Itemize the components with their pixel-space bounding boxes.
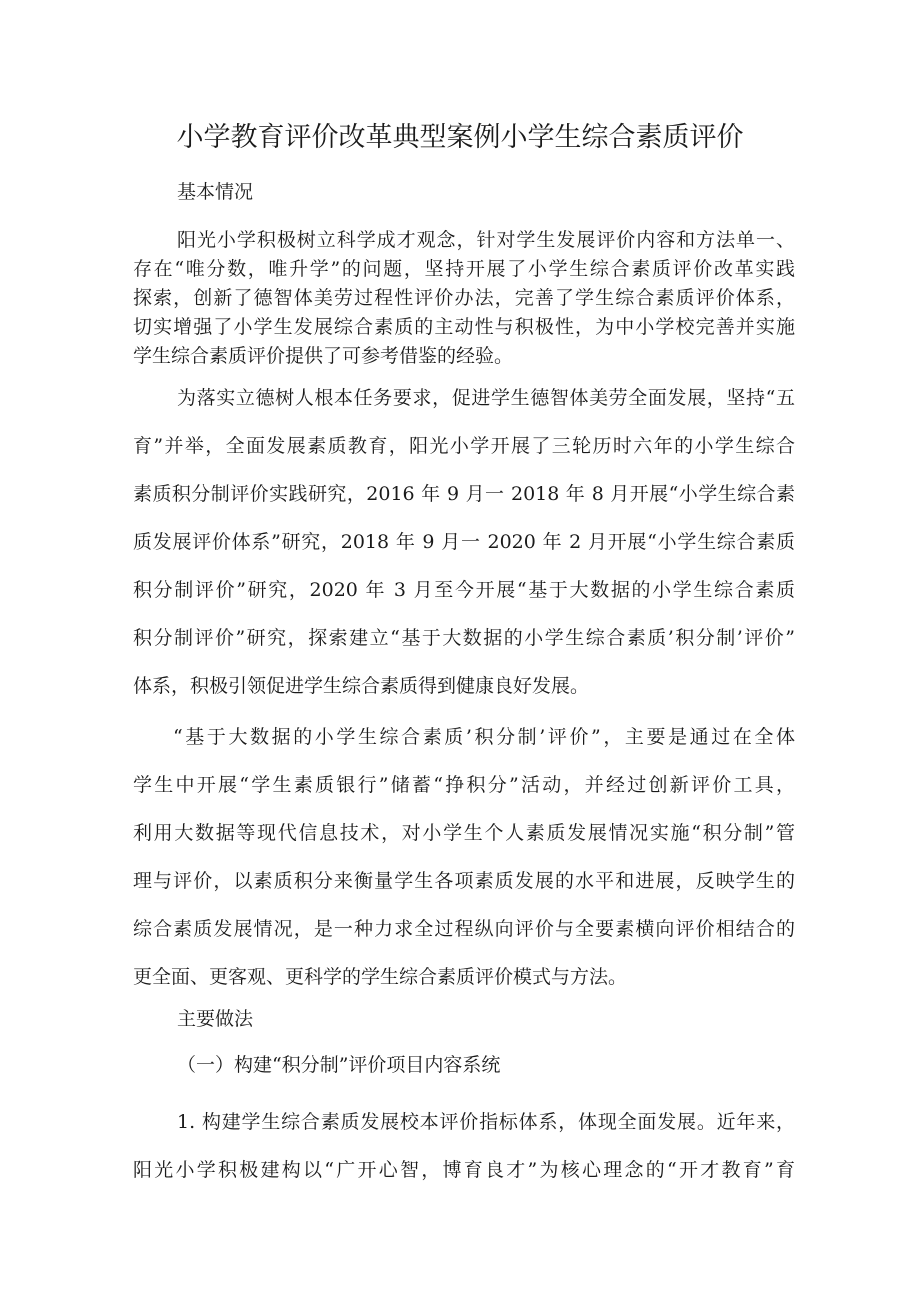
paragraph-line: 阳光小学积极建构以“广开心智，博育良才”为核心理念的“开才教育”育	[133, 1159, 795, 1181]
paragraph-line: 体系，积极引领促进学生综合素质得到健康良好发展。	[133, 675, 590, 697]
paragraph-line: 积分制评价”研究，2020 年 3 月至今开展“基于大数据的小学生综合素质	[133, 579, 795, 601]
paragraph-line: 阳光小学积极树立科学成才观念，针对学生发展评价内容和方法单一、	[177, 229, 795, 251]
paragraph-line: 积分制评价”研究，探索建立“基于大数据的小学生综合素质’积分制’评价”	[133, 627, 795, 649]
paragraph-line: 育”并举，全面发展素质教育，阳光小学开展了三轮历时六年的小学生综合	[133, 435, 795, 457]
paragraph-line: 利用大数据等现代信息技术，对小学生个人素质发展情况实施“积分制”管	[133, 822, 795, 844]
paragraph-line: 更全面、更客观、更科学的学生综合素质评价模式与方法。	[133, 966, 628, 988]
paragraph-intro	[133, 226, 795, 371]
paragraph-line: 理与评价，以素质积分来衡量学生各项素质发展的水平和进展，反映学生的	[133, 870, 795, 892]
paragraph-line: “基于大数据的小学生综合素质’积分制’评价”，主要是通过在全体	[173, 726, 795, 748]
section-heading-basic: 基本情况	[177, 181, 254, 203]
paragraph-line: 为落实立德树人根本任务要求，促进学生德智体美劳全面发展，坚持“五	[177, 387, 795, 409]
paragraph-line: 存在“唯分数，唯升学”的问题，坚持开展了小学生综合素质评价改革实践	[133, 258, 795, 280]
paragraph-background	[133, 374, 795, 710]
subsection-heading: （一）构建“积分制”评价项目内容系统	[177, 1054, 501, 1076]
paragraph-measures	[133, 1098, 795, 1194]
paragraph-line: 切实增强了小学生发展综合素质的主动性与积极性，为中小学校完善并实施	[133, 316, 795, 338]
paragraph-definition	[133, 713, 795, 1001]
paragraph-line: 质发展评价体系”研究，2018 年 9 月一 2020 年 2 月开展“小学生综合素质	[133, 531, 795, 553]
document-title: 小学教育评价改革典型案例小学生综合素质评价	[176, 122, 744, 153]
paragraph-line: 探索，创新了德智体美劳过程性评价办法，完善了学生综合素质评价体系，	[133, 287, 795, 309]
paragraph-line: 1. 构建学生综合素质发展校本评价指标体系，体现全面发展。近年来，	[177, 1111, 795, 1133]
section-heading-main: 主要做法	[177, 1008, 254, 1030]
paragraph-line: 综合素质发展情况，是一种力求全过程纵向评价与全要素横向评价相结合的	[133, 918, 795, 940]
paragraph-line: 学生中开展“学生素质银行”储蓄“挣积分”活动，并经过创新评价工具，	[133, 774, 795, 796]
paragraph-line: 学生综合素质评价提供了可参考借鉴的经验。	[133, 345, 514, 367]
paragraph-line: 素质积分制评价实践研究，2016 年 9 月一 2018 年 8 月开展“小学生综合素	[133, 483, 795, 505]
